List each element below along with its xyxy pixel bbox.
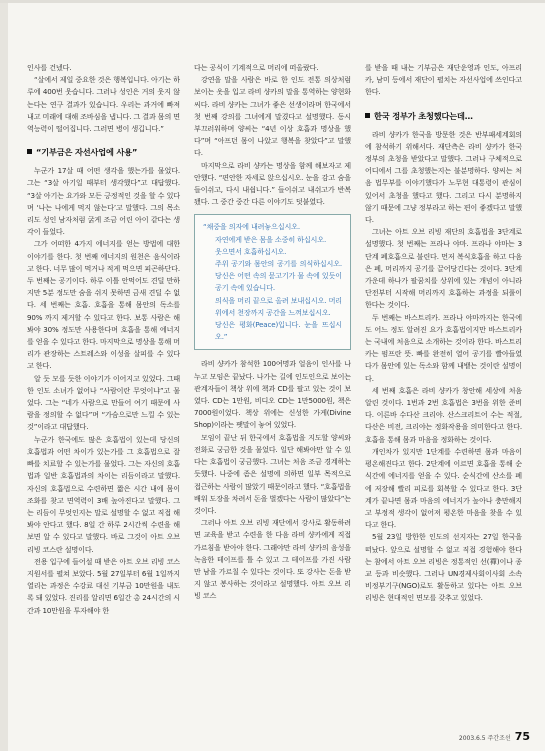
quote-line: 자연에게 받은 몸을 소중히 하십시오. — [215, 234, 327, 244]
section-heading — [365, 109, 522, 123]
page-number: 75 — [514, 730, 530, 743]
quote-line: 의식을 머리 끝으로 올려 보내십시오. 머리 위에서 천장까지 공간을 느껴보십시오. — [215, 295, 342, 317]
square-bullet-icon — [27, 149, 32, 154]
paragraph: 다는 공식이 기계적으로 머리에 떠올랐다. — [194, 63, 319, 72]
meditation-quote-box — [194, 214, 351, 350]
paragraph: 강연을 말을 사람은 바로 한 인도 전통 의상처럼 보이는 옷을 입고 라비 샹카의 말을 통역하는 양현화씨다. 라비 샹카는 그녀가 좋은 선생이라며 한국에서 첫 번째 강의를 그녀에게 말겼다고 설명했다. 동시 부끄러워하며 양씨는 “4년 이상 호흡과 명상을 했다”며 “아프던 몸이 나았고 행복을 찾았다”고 말했다. — [194, 75, 351, 158]
page-footer — [400, 730, 530, 743]
paragraph: 누군가 17살 때 어떤 생각을 했는가를 물었다. 그는 “3살 아기일 때부터 생각했다”고 대답했다. “3살 아기는 요가와 모든 긍정적인 것을 할 수 있다며 ‘나는 나에게 먹지 않는다’고 말했다. 그의 목소리도 성인 남자처럼 굵게 조금 어린 아이 같다는 생각이 들었다. — [27, 166, 180, 237]
paragraph: 알 듯 모를 듯한 이야기가 이어지고 있었다. 그때 한 인도 소녀가 없어나 “사람이란 무엇이냐”고 물었다. 그는 “네가 사람으로 만들어 여기 때문에 사람을 정의할 수 없다”며 “가슴으로만 느낄 수 있는 것”이라고 대답했다. — [27, 373, 180, 432]
section-heading-text: “기부금은 자선사업에 사용” — [36, 147, 138, 158]
paragraph: 모임이 끝난 뒤 한국에서 호흡법을 지도할 양씨와 전화로 궁금한 것을 물었다. 일단 해봐야만 알 수 있다는 호흡법이 궁금했다. 그녀는 처음 조금 경계하는 듯했다. 나중에 좀은 설명에 의하면 일부 목적으로 접근하는 사람이 많았기 때문이라고 했다. “호흡법을 배워 도장을 차려서 돈을 벌겠다는 사람이 많았다”는 것이다. — [194, 432, 351, 515]
paragraph: 마지막으로 라비 샹카는 명상을 함께 해보자고 제안했다. “편안한 자세로 앉으십시오. 눈을 감고 숨을 들이쉬고, 다시 내쉽니다.” 들이쉬고 내쉬고가 반복됐다. 그 중간 중간 다른 이야기도 덧붙였다. — [194, 160, 351, 207]
paragraph: 라비 샹카가 한국을 방문한 것은 반부패세계회의에 참석하기 위해서다. 재단측은 라비 샹카가 한국 정부의 초청을 받았다고 말했다. 그러나 구체적으로 어디에서 그를 초청했는지는 불분명하다. 양씨는 처음 법무부를 이야기했다가 노무현 대통령이 관심이 있어서 초청을 했다고 했다. 그리고 다시 분명하지 않기 때문에 그냥 정부라고 하는 편이 좋겠다고 말했다. — [365, 129, 522, 225]
quote-line: “채중을 의자에 내려놓으십시오. — [203, 222, 300, 232]
section-heading-text: 한국 정부가 초청했다는데… — [374, 110, 473, 121]
paragraph: 5월 23일 방한한 인도의 선지자는 27일 한국을 떠났다. 앞으로 설명할 수 없고 직접 경험해야 한다는 참에서 아트 오브 리빙은 정통적인 선(禪)이나 종교 등과 비슷했다. 그러나 UN경제사회이사회 소속 비정부기구(NGO)로도 활동하고 있다는 아트 오브 리빙은 현대적인 면모를 갖추고 있었다. — [365, 532, 522, 603]
column-3 — [365, 62, 522, 605]
quote-line: 주위 공기와 몸안의 공기를 의식하십시오. 당신은 어떤 속의 묻고기가 물 속에 있듯이 공기 속에 있습니다. — [215, 259, 342, 293]
paragraph: 누군가 한국에도 많은 호흡법이 있는데 당신의 호흡법과 어떤 차이가 있는가를 그 호흡법으로 잘빠를 치료할 수 있는가를 물었다. 그는 자신의 호흡법과 일반 호흡법과의 차이는 리듬이라고 말했다. 자신의 호흡법으로 수련하면 짧은 시간 내에 몸이 조화를 찾고 면역력이 3배 높아진다고 말했다. 그는 리듬이 무엇인지는 말로 설명할 수 없고 직접 해봐야 안다고 했다. 8일 간 하루 2시간씩 수련을 해보면 알 수 있다고 말했다. 바로 그것이 아트 오브 리빙 코스란 설명이다. — [27, 434, 180, 554]
paragraph: 를 받을 때 내는 기부금은 재단운영과 인도, 아프리카, 남미 등에서 재단이 펼치는 자선사업에 쓰인다고 한다. — [365, 63, 522, 97]
paragraph: 그러나 아트 오브 리빙 재단에서 강사로 활동하려면 교육을 받고 수련을 한 다음 라비 샹카에게 직접 가르침을 받아야 한다. 그래야만 라비 샹카의 음성을 녹음한 테이프를 틀 수 있고 그 테이프를 가진 사람만 남을 가르칠 수 있다는 것이다. 또 강사는 돈을 받지 않고 봉사하는 것이라고 설명했다. 아트 오브 리빙 코스 — [194, 518, 351, 601]
paragraph: 전용 입구에 들어설 때 받은 아트 오브 리빙 코스 지원서를 펼쳐 보았다. 5월 27일부터 6월 1일까지 열리는 과정은 수강료 대신 기부금 10만원을 내도록 돼 있었다. 진리를 알리면 6일간 총 24시간의 시간과 10만원을 투자해야 한 — [27, 556, 180, 615]
square-bullet-icon — [365, 113, 370, 118]
paragraph: 세 번째 호흡은 라비 샹카가 창안해 세상에 처음 알린 것이다. 1번과 2번 호흡법은 3번을 위한 준비다. 이른바 수다산 크리야. 산스크리트어 수는 적절, 다산은 비전, 크리야는 정화작용을 의미한다고 한다. 호흡을 통해 몸과 마음을 정화하는 것이다. — [365, 385, 522, 444]
issue-date: 2003.6.5 주간조선 — [458, 735, 511, 742]
paragraph: 개인차가 있지만 1단계를 수련하면 몸과 마음이 평온해진다고 한다. 2단계에 이르면 호흡을 통해 순식간에 에너지를 얻을 수 있다. 순식간에 산소를 폐에 저장해 빨리 피로를 회복할 수 있다고 한다. 3단계가 끝나면 몸과 마음의 에너지가 높아나 충만해지고 부정적 생각이 없어져 평온한 마음을 찾을 수 있다고 한다. — [365, 446, 522, 530]
column-1 — [27, 62, 180, 617]
paragraph: 두 번째는 바스트리카. 프라나 야마까지는 한국에도 어느 정도 알려진 요가 호흡법이지만 바스트리카는 국내에 처음으로 소개하는 것이라 한다. 바스트리카는 펌프란 뜻. 빠를 완전히 열어 공기를 빨아들였다가 몸안에 있는 독소와 함께 내뱉는 것이란 설명이다. — [365, 312, 522, 383]
paragraph: 그녀는 아트 오브 리빙 재단의 호흡법을 3단계로 설명했다. 첫 번째는 프라나 야마. 프라나 야마는 3단계 폐호흡으로 불린다. 먼저 복식호흡을 하고 다음은 폐, 머리까지 공기를 끌어당긴다는 것이다. 3단계 가운데 하나가 팔꿈치를 상위에 있는 개념이 아니라 단전부터 시작해 머리까지 호흡하는 과정을 되풀이한다는 것이다. — [365, 227, 522, 310]
page-edge-shadow — [0, 0, 8, 751]
column-2 — [194, 62, 351, 603]
paragraph: 인사를 건넸다. — [27, 63, 72, 72]
paragraph: 라비 샹카가 참석한 100여명과 얼음이 인사를 나누고 모임은 끝났다. 나가는 길에 인도인으로 보이는 관계자들이 책상 위에 책과 CD를 팔고 있는 것이 보였다. CD는 1만원, 비디오 CD는 1만5000원, 책은 7000원이었다. 책상 위에는 신성한 가게(Divine Shop)이라는 팻말이 놓여 있었다. — [194, 359, 351, 430]
quote-line: 웃으면서 호흡하십시오. — [215, 246, 287, 256]
section-heading — [27, 145, 180, 159]
paragraph: “살에서 제일 중요한 것은 행복입니다. 아기는 하루에 400번 웃습니다. 그러나 성인은 거의 웃지 않는다는 연구 결과가 있습니다. 우리는 과거에 빠져 내고 미래에 대해 조바심을 냅니다. 그 결과 몸의 면역능력이 떨어집니다. 그러면 병이 생깁니다.” — [27, 75, 180, 134]
paragraph: 그가 어떠한 4가지 에너지를 얻는 방법에 대한 이야기를 한다. 첫 번째 에너지의 원천은 음식이라고 한다. 너무 많이 먹거나 적게 먹으면 피곤하단다. 두 번째는 공기이다. 하루 이틀 안먹어도 견딜 만하지만 5분 정도만 숨을 쉬지 못하면 금새 견딜 수 없다. 세 번째는 호흡. 호흡을 통해 몸안의 독소를 90% 까지 제거할 수 있다고 한다. 보통 사람은 해봐야 30% 정도만 사용한다며 호흡을 통해 에너지를 얻을 수 있다고 한다. 마지막으로 명상을 통해 머리가 관장하는 스트레스와 이성을 살피를 수 있다고 한다. — [27, 239, 180, 371]
quote-line: 당신은 평화(Peace)입니다. 눈을 뜨십시오.” — [215, 320, 342, 342]
page-top-edge — [0, 0, 545, 3]
